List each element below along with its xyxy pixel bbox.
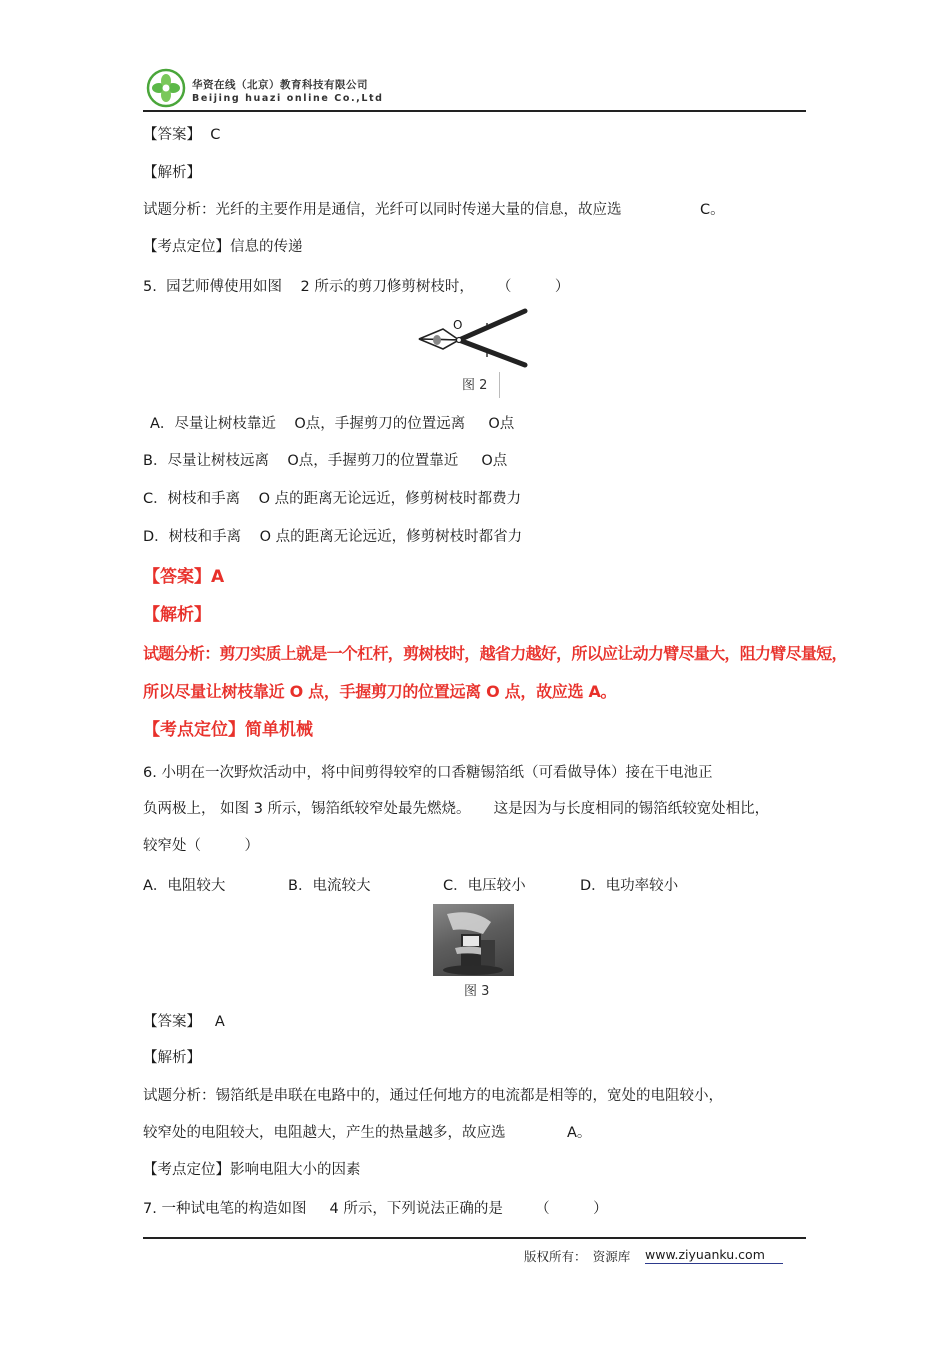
q5-option-c: C．树枝和手离 O 点的距离无论远近，修剪树枝时都费力 xyxy=(143,491,522,507)
q6-knowledge-point: 【考点定位】影响电阻大小的因素 xyxy=(143,1162,361,1178)
q5-analysis-line2: 所以尽量让树枝靠近 O 点，手握剪刀的位置远离 O 点，故应选 A。 xyxy=(143,682,617,701)
q5-option-d: D．树枝和手离 O 点的距离无论远近，修剪树枝时都省力 xyxy=(143,529,523,545)
q6-stem-line1: 6. 小明在一次野炊活动中，将中间剪得较窄的口香糖锡箔纸（可看做导体）接在干电池正 xyxy=(143,765,713,781)
q6-analysis-label: 【解析】 xyxy=(143,1050,201,1066)
figure-divider xyxy=(499,372,500,398)
company-name-cn: 华资在线（北京）教育科技有限公司 xyxy=(192,79,368,91)
q6-option-d: D．电功率较小 xyxy=(580,878,679,894)
q4-answer: 【答案】 C xyxy=(143,127,221,143)
q6-analysis-line1: 试题分析：锡箔纸是串联在电路中的，通过任何地方的电流都是相等的，宽处的电阻较小， xyxy=(143,1088,723,1104)
battery-foil-icon xyxy=(433,904,514,976)
q6-option-c: C．电压较小 xyxy=(443,878,526,894)
q4-knowledge-point: 【考点定位】信息的传递 xyxy=(143,239,303,255)
q4-analysis-text: 试题分析：光纤的主要作用是通信，光纤可以同时传递大量的信息，故应选 xyxy=(143,202,622,218)
clover-logo-icon xyxy=(146,68,186,108)
q6-option-b: B．电流较大 xyxy=(288,878,371,894)
scissors-figure xyxy=(415,305,535,371)
q5-stem: 5. 园艺师傅使用如图 2 所示的剪刀修剪树枝时， （ ） xyxy=(143,279,570,295)
q5-analysis-label: 【解析】 xyxy=(143,605,211,625)
scissors-icon xyxy=(415,305,535,371)
q6-analysis-line2: 较窄处的电阻较大，电阻越大，产生的热量越多，故应选 xyxy=(143,1125,506,1141)
q5-answer: 【答案】A xyxy=(143,567,225,587)
q6-stem-line2: 负两极上， 如图 3 所示，锡箔纸较窄处最先燃烧。 这是因为与长度相同的锡箔纸较宽处相比， xyxy=(143,801,770,817)
footer-link[interactable]: www.ziyuanku.com xyxy=(645,1247,783,1264)
footer-copyright: 版权所有： 资源库 xyxy=(524,1249,631,1264)
q5-option-b: B．尽量让树枝远离 O点，手握剪刀的位置靠近 O点 xyxy=(143,453,508,469)
q6-option-a: A．电阻较大 xyxy=(143,878,226,894)
q5-analysis-line1: 试题分析：剪刀实质上就是一个杠杆，剪树枝时，越省力越好，所以应让动力臂尽量大，阻力臂尽量短， xyxy=(143,644,847,663)
q6-answer: 【答案】 A xyxy=(143,1014,225,1030)
q7-stem: 7. 一种试电笔的构造如图 4 所示，下列说法正确的是 （ ） xyxy=(143,1201,608,1217)
company-name-en: Beijing huazi online Co.,Ltd xyxy=(192,93,384,104)
q4-analysis-label: 【解析】 xyxy=(143,165,201,181)
header-logo xyxy=(146,68,186,108)
footer-rule xyxy=(143,1237,806,1239)
q6-analysis-choice: A。 xyxy=(567,1125,592,1141)
q5-option-a: A．尽量让树枝靠近 O点，手握剪刀的位置远离 O点 xyxy=(150,416,515,432)
q4-analysis-choice: C。 xyxy=(700,202,725,218)
q6-stem-line3: 较窄处（ ） xyxy=(143,838,259,854)
header-rule xyxy=(143,110,806,112)
figure-point-o: O xyxy=(453,318,463,332)
q5-knowledge-point: 【考点定位】简单机械 xyxy=(143,720,313,740)
foil-photo xyxy=(433,904,514,976)
q6-figure-caption: 图 3 xyxy=(464,984,490,999)
q5-figure-caption: 图 2 xyxy=(462,378,488,393)
